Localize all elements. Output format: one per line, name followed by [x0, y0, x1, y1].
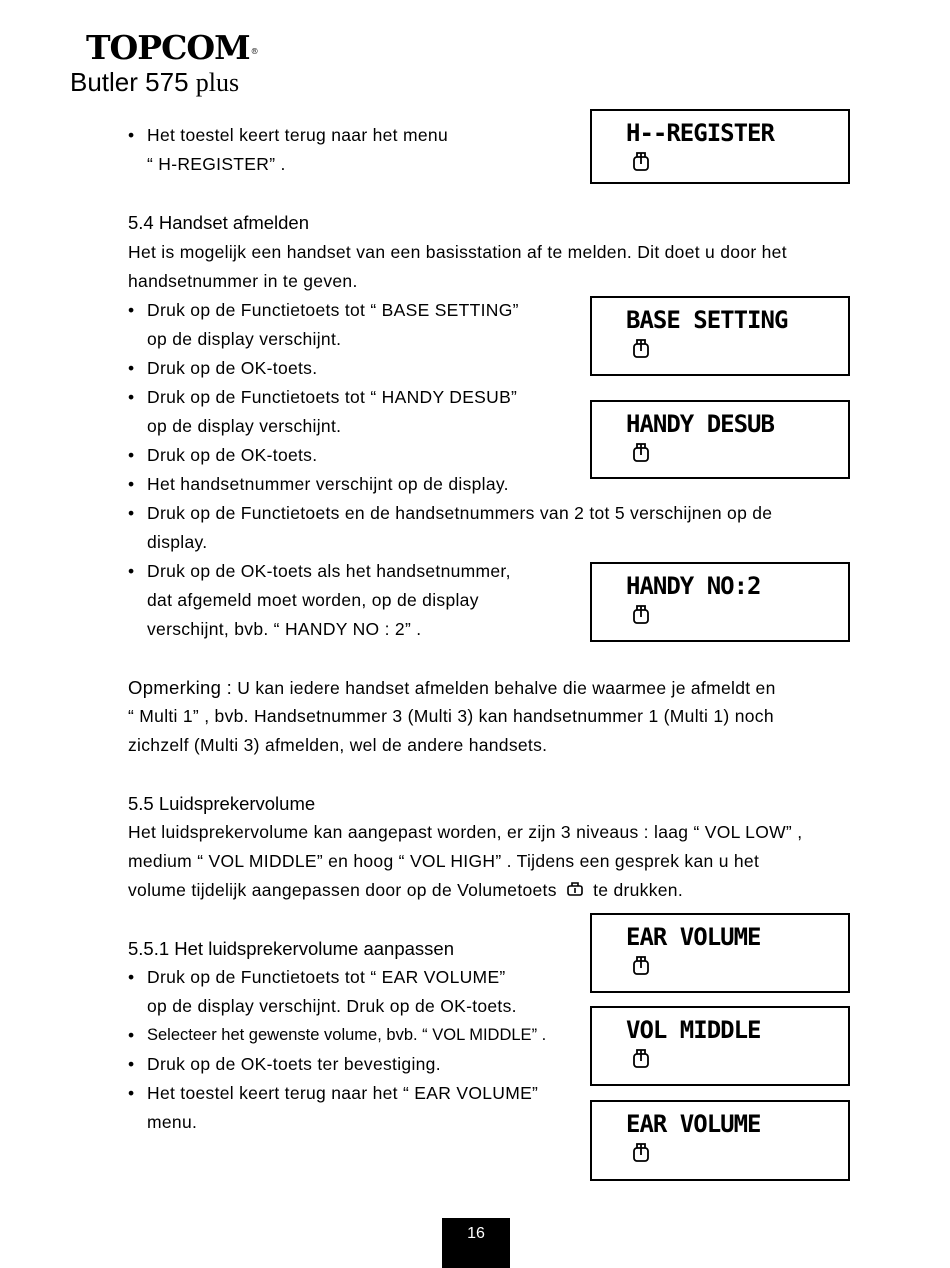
- list-item: Druk op de OK-toets.: [147, 358, 318, 378]
- list-item: Druk op de Functietoets tot “ HANDY DESUB”: [147, 387, 518, 407]
- note-label: Opmerking :: [128, 677, 233, 698]
- lcd-text: BASE SETTING: [626, 306, 788, 334]
- lcd-display: [590, 1006, 850, 1086]
- list-item: Druk op de OK-toets ter bevestiging.: [147, 1054, 441, 1074]
- list-item: dat afgemeld moet worden, op de display: [147, 590, 479, 610]
- handset-icon: [632, 602, 650, 626]
- handset-icon: [632, 440, 650, 464]
- lcd-display: [590, 296, 850, 376]
- paragraph-line: handsetnummer in te geven.: [128, 271, 358, 291]
- bullet: •: [128, 503, 135, 523]
- lcd-text: EAR VOLUME: [626, 923, 761, 951]
- list-item: Het handsetnummer verschijnt op de display.: [147, 474, 509, 494]
- brand-logo: TOPCOM®: [86, 28, 258, 67]
- bullet: •: [128, 967, 135, 987]
- list-item: op de display verschijnt.: [147, 329, 342, 349]
- list-item: Het toestel keert terug naar het menu: [147, 125, 448, 145]
- note-line: zichzelf (Multi 3) afmelden, wel de andere handsets.: [128, 735, 548, 755]
- list-item: op de display verschijnt. Druk op de OK-toets.: [147, 996, 517, 1016]
- bullet: •: [128, 1054, 135, 1074]
- paragraph-line: volume tijdelijk aangepassen door op de Volumetoets te drukken.: [128, 880, 683, 900]
- bullet: •: [128, 561, 135, 581]
- list-item: Druk op de OK-toets als het handsetnummer,: [147, 561, 511, 581]
- bullet: •: [128, 474, 135, 494]
- list-item: Druk op de OK-toets.: [147, 445, 318, 465]
- handset-icon: [632, 953, 650, 977]
- lcd-display: [590, 1100, 850, 1181]
- paragraph-line: medium “ VOL MIDDLE” en hoog “ VOL HIGH” . Tijdens een gesprek kan u het: [128, 851, 760, 871]
- handset-icon: [632, 1046, 650, 1070]
- section-heading: 5.5.1 Het luidsprekervolume aanpassen: [128, 938, 454, 959]
- handset-icon: [632, 336, 650, 360]
- paragraph-line: Het luidsprekervolume kan aangepast worden, er zijn 3 niveaus : laag “ VOL LOW” ,: [128, 822, 803, 842]
- bullet: •: [128, 1025, 135, 1045]
- bullet: •: [128, 1083, 135, 1103]
- volume-key-icon: [566, 880, 584, 898]
- lcd-display: [590, 400, 850, 479]
- lcd-display: [590, 109, 850, 184]
- lcd-text: HANDY DESUB: [626, 410, 774, 438]
- section-heading: 5.4 Handset afmelden: [128, 212, 310, 233]
- list-item: op de display verschijnt.: [147, 416, 342, 436]
- list-item: display.: [147, 532, 208, 552]
- list-item: Selecteer het gewenste volume, bvb. “ VOL MIDDLE” .: [147, 1026, 547, 1044]
- list-item: Druk op de Functietoets tot “ EAR VOLUME”: [147, 967, 506, 987]
- list-item: menu.: [147, 1112, 198, 1132]
- note-line: Opmerking : U kan iedere handset afmelden behalve die waarmee je afmeldt en: [128, 677, 776, 698]
- bullet: •: [128, 125, 135, 145]
- lcd-text: EAR VOLUME: [626, 1110, 761, 1138]
- note-line: “ Multi 1” , bvb. Handsetnummer 3 (Multi 3) kan handsetnummer 1 (Multi 1) noch: [128, 706, 774, 726]
- handset-icon: [632, 1140, 650, 1164]
- bullet: •: [128, 300, 135, 320]
- model-name: Butler 575 plus: [70, 67, 240, 97]
- lcd-text: VOL MIDDLE: [626, 1016, 761, 1044]
- page-number: 16: [442, 1218, 510, 1268]
- list-item: “ H-REGISTER” .: [147, 154, 286, 174]
- bullet: •: [128, 358, 135, 378]
- section-heading: 5.5 Luidsprekervolume: [128, 793, 316, 814]
- list-item: Druk op de Functietoets en de handsetnummers van 2 tot 5 verschijnen op de: [147, 503, 773, 523]
- lcd-text: HANDY NO:2: [626, 572, 761, 600]
- bullet: •: [128, 445, 135, 465]
- handset-icon: [632, 149, 650, 173]
- paragraph-line: Het is mogelijk een handset van een basisstation af te melden. Dit doet u door het: [128, 242, 787, 262]
- bullet: •: [128, 387, 135, 407]
- list-item: Druk op de Functietoets tot “ BASE SETTING”: [147, 300, 519, 320]
- lcd-text: H--REGISTER: [626, 119, 774, 147]
- list-item: verschijnt, bvb. “ HANDY NO : 2” .: [147, 619, 422, 639]
- lcd-display: [590, 562, 850, 642]
- lcd-display: [590, 913, 850, 993]
- list-item: Het toestel keert terug naar het “ EAR VOLUME”: [147, 1083, 539, 1103]
